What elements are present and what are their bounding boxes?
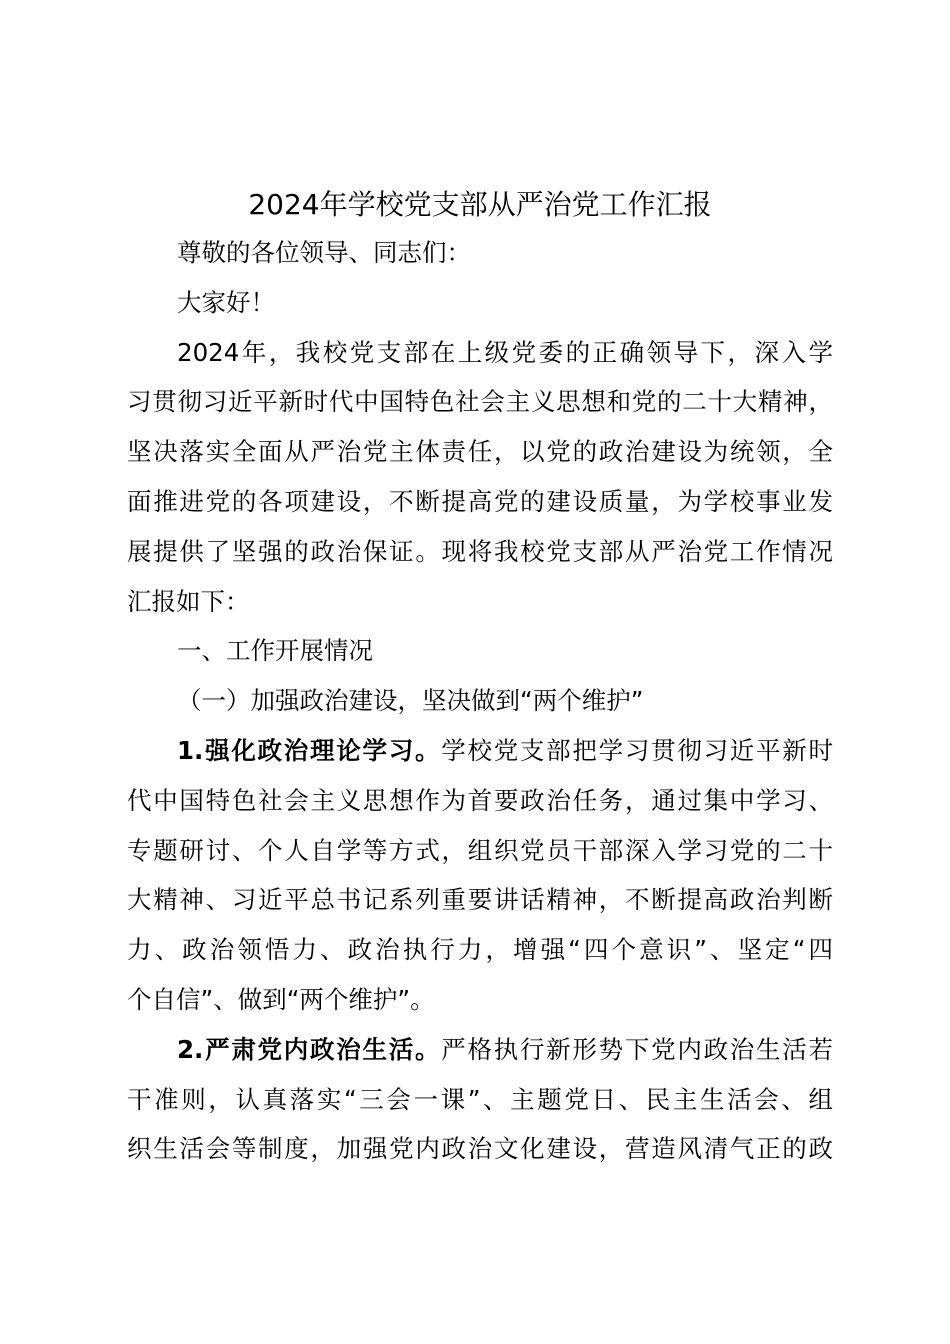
document-body (127, 182, 833, 1174)
paragraph-line: 坚决落实全面从严治党主体责任，以党的政治建设为统领，全 (127, 437, 833, 467)
intro-paragraph (127, 328, 833, 627)
paragraph-line: 习贯彻习近平新时代中国特色社会主义思想和党的二十大精神， (127, 387, 833, 417)
paragraph-line: 干准则，认真落实“三会一课”、主题党日、民主生活会、组 (127, 1084, 833, 1114)
paragraph-line (127, 726, 833, 776)
paragraph-line (127, 1025, 833, 1075)
paragraph-line: 汇报如下： (127, 586, 250, 616)
paragraph-line: 2024年，我校党支部在上级党委的正确领导下，深入学 (177, 337, 833, 367)
paragraph-line: 力、政治领悟力、政治执行力，增强“四个意识”、坚定“四 (127, 935, 833, 965)
paragraph-line: 大精神、习近平总书记系列重要讲话精神，不断提高政治判断 (127, 885, 833, 915)
section-heading: 一、工作开展情况 (177, 636, 373, 666)
paragraph-line: 织生活会等制度，加强党内政治文化建设，营造风清气正的政 (127, 1134, 833, 1164)
item-2-paragraph (127, 1025, 833, 1174)
paragraph-line: 个自信”、做到“两个维护”。 (127, 984, 435, 1014)
paragraph-line: 代中国特色社会主义思想作为首要政治任务，通过集中学习、 (127, 785, 833, 815)
item-lead: 2.严肃党内政治生活。 (177, 1034, 442, 1064)
item-text: 学校党支部把学习贯彻习近平新时 (441, 735, 834, 765)
subsection-heading: （一）加强政治建设，坚决做到“两个维护” (177, 686, 644, 716)
paragraph-line: 专题研讨、个人自学等方式，组织党员干部深入学习党的二十 (127, 835, 833, 865)
item-1-paragraph (127, 726, 833, 1025)
paragraph-line: 面推进党的各项建设，不断提高党的建设质量，为学校事业发 (127, 486, 833, 516)
greeting: 大家好！ (177, 287, 275, 317)
salutation: 尊敬的各位领导、同志们： (177, 238, 471, 267)
paragraph-line: 展提供了坚强的政治保证。现将我校党支部从严治党工作情况 (127, 536, 833, 566)
item-lead: 1.强化政治理论学习。 (177, 735, 442, 765)
document-title: 2024年学校党支部从严治党工作汇报 (248, 188, 712, 221)
item-text: 严格执行新形势下党内政治生活若 (441, 1034, 834, 1064)
